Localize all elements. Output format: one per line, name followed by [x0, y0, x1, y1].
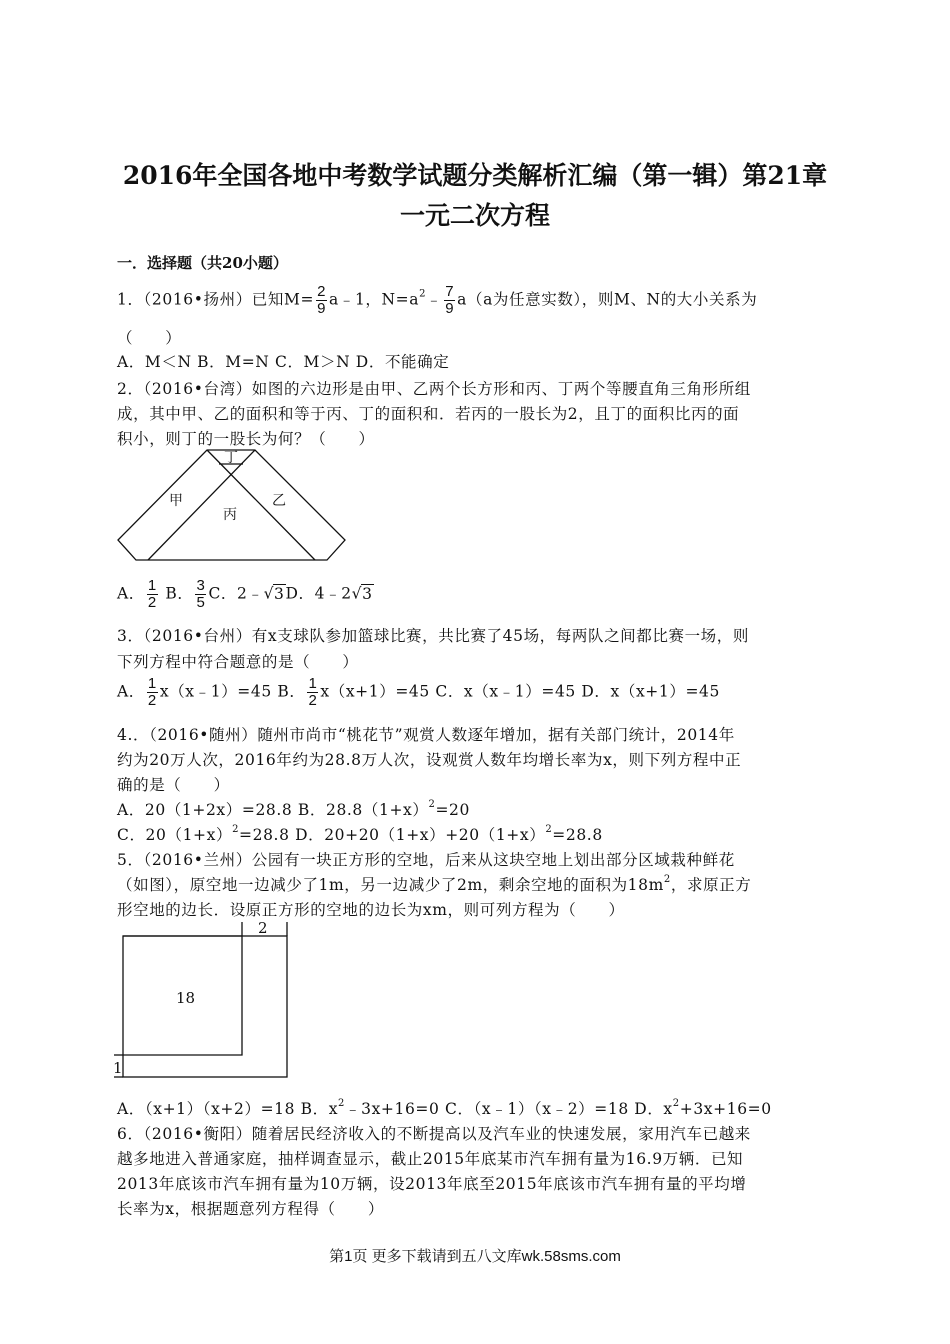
- q4-cd-sup1: 2: [232, 824, 240, 835]
- q4-line3: 确的是（ ）: [117, 776, 230, 794]
- q2-opt-b: B．: [165, 584, 194, 603]
- q5-opt-c: +3x+16=0: [679, 1100, 772, 1118]
- label-bing: 丙: [223, 507, 237, 523]
- q3-line2: 下列方程中符合题意的是（ ）: [117, 653, 359, 671]
- q3-frac-b-num: 1: [308, 675, 318, 692]
- q2-frac-a-num: 1: [147, 577, 157, 594]
- q5-l2-a: （如图），原空地一边减少了1m，另一边减少了2m，剩余空地的面积为18m: [117, 876, 664, 894]
- q2-opt-d: D．4﹣2: [285, 584, 352, 603]
- q2-radicand-c: 3: [274, 584, 285, 603]
- q3-opt-a-rest: x（x﹣1）=45 B．: [159, 682, 306, 701]
- doc-title-line1: 2016年全国各地中考数学试题分类解析汇编（第一辑）第21章: [122, 161, 828, 190]
- q4-cd-c: =28.8: [552, 826, 603, 844]
- q3-frac-b-den: 2: [308, 692, 318, 709]
- q1-text-c: ﹣: [426, 290, 443, 309]
- q1-frac1-den: 9: [317, 300, 327, 317]
- q3-options: [117, 676, 720, 709]
- q2-frac-a: [147, 578, 158, 611]
- sqrt-icon: √: [263, 584, 275, 603]
- q1-frac2-num: 7: [445, 283, 455, 300]
- q1-frac2-den: 9: [445, 300, 455, 317]
- q1-frac1: [316, 284, 327, 317]
- q5-opt-a: A．（x+1）（x+2）=18 B．x: [117, 1100, 339, 1118]
- label-area: 18: [176, 989, 196, 1007]
- q1-text-a: 1．（2016•扬州）已知M=: [117, 290, 315, 309]
- q4-options-ab: [117, 798, 470, 820]
- q3-frac-a-num: 1: [147, 675, 157, 692]
- square-figure: [110, 918, 300, 1083]
- label-top: 2: [258, 919, 268, 937]
- q4-ab-a: A．20（1+2x）=28.8 B．28.8（1+x）: [117, 801, 429, 819]
- q4-line2: 约为20万人次，2016年约为28.8万人次，设观赏人数年均增长率为x，则下列方程中正: [117, 751, 742, 769]
- q4-ab-b: =20: [435, 801, 470, 819]
- line-right-rect: [148, 450, 255, 560]
- q3-frac-b: [307, 676, 318, 709]
- q4-options-cd: [117, 823, 603, 845]
- q6-line4: 长率为x，根据题意列方程得（ ）: [117, 1200, 384, 1218]
- q4-line1: 4.．（2016•随州）随州市尚市“桃花节”观赏人数逐年增加，据有关部门统计，2014年: [117, 726, 735, 744]
- page-footer: 第1页 更多下载请到五八文库wk.58sms.com: [329, 1248, 621, 1265]
- q3-line1: 3．（2016•台州）有x支球队参加篮球比赛，共比赛了45场，每两队之间都比赛一场，则: [117, 627, 749, 645]
- q4-cd-b: =28.8 D．20+20（1+x）+20（1+x）: [239, 826, 546, 844]
- q5-line2: [117, 873, 751, 895]
- q6-line3: 2013年底该市汽车拥有量为10万辆，设2013年底至2015年底该市汽车拥有量的平均增: [117, 1175, 747, 1193]
- doc-title-line2: 一元二次方程: [399, 201, 550, 230]
- q2-frac-b-den: 5: [196, 594, 206, 611]
- q6-line1: 6．（2016•衡阳）随着居民经济收入的不断提高以及汽车业的快速发展，家用汽车已越来: [117, 1125, 751, 1143]
- q5-opt-b: ﹣3x+16=0 C．（x﹣1）（x﹣2）=18 D．x: [345, 1100, 673, 1118]
- q5-opt-sup1: 2: [338, 1098, 346, 1109]
- q5-line3: 形空地的边长．设原正方形的空地的边长为xm，则可列方程为（ ）: [117, 901, 625, 919]
- q2-line1: 2．（2016•台湾）如图的六边形是由甲、乙两个长方形和丙、丁两个等腰直角三角形所组: [117, 380, 751, 398]
- q4-ab-sup: 2: [428, 799, 436, 810]
- q6-line2: 越多地进入普通家庭，抽样调查显示，截止2015年底某市汽车拥有量为16.9万辆．已知: [117, 1150, 744, 1168]
- hexagon-outline: [118, 450, 345, 560]
- q5-l2-b: ，求原正方: [670, 876, 752, 894]
- q1-line2: （ ）: [117, 329, 182, 347]
- sqrt-icon: √: [351, 584, 363, 603]
- q2-line3: 积小，则丁的一股长为何？（ ）: [117, 430, 375, 448]
- q3-frac-a-den: 2: [147, 692, 157, 709]
- q1-line1: [117, 284, 757, 317]
- hexagon-figure: [112, 446, 362, 566]
- label-ding: 丁: [224, 450, 238, 466]
- q2-frac-a-den: 2: [147, 594, 157, 611]
- q1-options: A．M＜N B．M=N C．M＞N D．不能确定: [117, 353, 450, 371]
- q1-frac1-num: 2: [317, 283, 327, 300]
- outer-square: [123, 936, 287, 1077]
- q2-line2: 成，其中甲、乙的面积和等于丙、丁的面积和．若丙的一股长为2，且丁的面积比丙的面: [117, 405, 740, 423]
- section-heading: 一．选择题（共20小题）: [117, 254, 288, 272]
- q2-opt-a: A．: [117, 584, 145, 603]
- line-left-rect: [207, 450, 315, 560]
- q5-options: [117, 1097, 772, 1119]
- q1-sup: 2: [419, 288, 427, 300]
- q2-frac-b-num: 3: [196, 577, 206, 594]
- q3-opt-a: A．: [117, 682, 145, 701]
- q5-opt-sup2: 2: [672, 1098, 680, 1109]
- q1-frac2: [444, 284, 455, 317]
- q2-radicand-d: 3: [362, 584, 373, 603]
- label-left: 1: [113, 1059, 123, 1077]
- q4-cd-sup2: 2: [545, 824, 553, 835]
- label-yi: 乙: [272, 493, 286, 509]
- q1-text-b: a﹣1，N=a: [329, 290, 420, 309]
- q2-options: [117, 578, 374, 611]
- q1-text-d: a（a为任意实数），则M、N的大小关系为: [457, 290, 758, 309]
- q5-l2-sup: 2: [663, 874, 671, 885]
- q4-cd-a: C．20（1+x）: [117, 826, 233, 844]
- q5-line1: 5．（2016•兰州）公园有一块正方形的空地，后来从这块空地上划出部分区域栽种鲜花: [117, 851, 735, 869]
- q2-opt-c: C．2﹣: [208, 584, 264, 603]
- label-jia: 甲: [169, 493, 183, 509]
- q3-frac-a: [147, 676, 158, 709]
- q2-frac-b: [195, 578, 206, 611]
- q3-opt-b-rest: x（x+1）=45 C．x（x﹣1）=45 D．x（x+1）=45: [320, 682, 720, 701]
